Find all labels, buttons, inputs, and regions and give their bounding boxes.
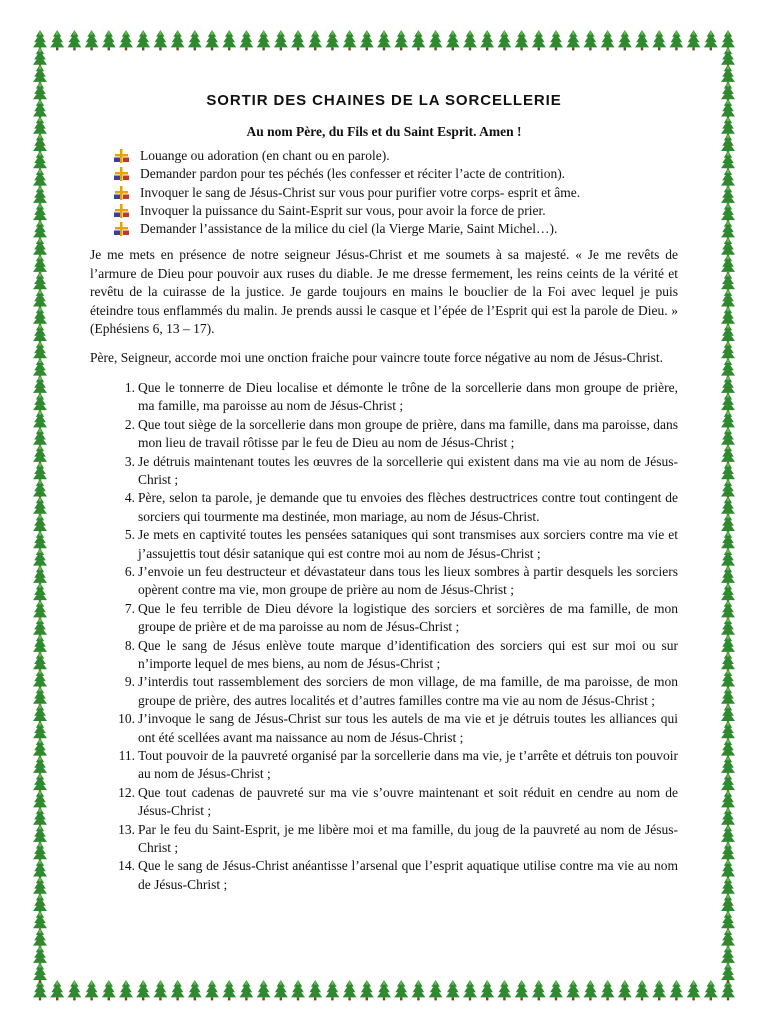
christmas-tree-icon [171, 980, 185, 1000]
prayer-number: 1. [124, 379, 135, 395]
christmas-tree-icon [463, 980, 477, 1000]
prayer-number: 3. [124, 453, 135, 469]
christmas-tree-icon [549, 980, 563, 1000]
christmas-tree-icon [205, 30, 219, 50]
prayer-text: Que tout siège de la sorcellerie dans mon groupe de prière, dans ma famille, dans ma paroisse, dans mon lieu de travail rôtisse par le feu de Dieu au nom de Jésus-Christ ; [138, 416, 678, 451]
candle-cross-icon [113, 222, 130, 236]
christmas-tree-icon [704, 30, 718, 50]
armor-of-god-paragraph: Je me mets en présence de notre seigneur Jésus-Christ et me soumets à sa majesté. « Je me revêts de l’armure de Dieu pour pouvoir aux ruses du diable. Je me dresse fermement, les reins ceints de la vérité et revêtu de la cuirasse de la justice. Je garde toujours en mains le bouclier de la Foi avec lequel je puis éteindre tous enflammés du malin. Je prends aussi le casque et l’épée de l’Esprit qui est la parole de Dieu. » (Ephésiens 6, 13 – 17). [90, 247, 678, 337]
christmas-tree-icon [549, 30, 563, 50]
prayer-text: Je détruis maintenant toutes les œuvres de la sorcellerie qui existent dans ma vie au nom de Jésus-Christ ; [138, 453, 678, 487]
christmas-tree-icon [687, 30, 701, 50]
christmas-tree-icon [463, 30, 477, 50]
christmas-tree-icon [171, 30, 185, 50]
prayer-number: 9. [124, 674, 135, 690]
prayer-text: J’envoie un feu destructeur et dévastateur dans tous les lieux sombres à partir desquels les sorciers opèrent contre ma vie, mon groupe de prière au nom de Jésus-Christ ; [138, 563, 678, 598]
christmas-tree-icon [532, 980, 546, 1000]
christmas-tree-icon [67, 980, 81, 1000]
prayer-item [90, 453, 678, 490]
christmas-tree-icon [618, 30, 632, 50]
prayer-number: 2. [124, 416, 135, 432]
prayer-number: 8. [124, 637, 135, 653]
christmas-tree-icon [136, 30, 150, 50]
christmas-tree-icon [601, 980, 615, 1000]
christmas-tree-icon [377, 980, 391, 1000]
prayer-list [90, 379, 678, 894]
christmas-tree-icon [669, 980, 683, 1000]
prayer-text: J’interdis tout rassemblement des sorciers de mon village, de ma famille, de ma paroisse, de mon groupe de prière, des autres localités et d’autres familles contre ma vie au nom de Jésus-Christ ; [138, 674, 678, 708]
prayer-text: Père, selon ta parole, je demande que tu envoies des flèches destructrices contre tout contingent de sorciers qui tourmente ma destinée, mon mariage, au nom de Jésus-Christ. [138, 490, 678, 524]
prayer-item [90, 673, 678, 710]
christmas-tree-icon [153, 980, 167, 1000]
list-item: Demander pardon pour tes péchés (les confesser et réciter l’acte de contrition). [113, 165, 678, 183]
christmas-tree-icon [102, 980, 116, 1000]
anointing-paragraph: Père, Seigneur, accorde moi une onction fraiche pour vaincre toute force négative au nom de Jésus-Christ. [90, 349, 664, 365]
christmas-tree-icon [308, 30, 322, 50]
christmas-tree-icon [136, 980, 150, 1000]
christmas-tree-icon [222, 30, 236, 50]
christmas-tree-icon [635, 30, 649, 50]
prayer-number: 10. [118, 711, 135, 727]
christmas-tree-icon [50, 980, 64, 1000]
prayer-item [90, 747, 678, 784]
christmas-tree-icon [480, 30, 494, 50]
christmas-tree-icon [274, 30, 288, 50]
prayer-text: Je mets en captivité toutes les pensées sataniques qui sont transmises aux sorciers contre ma vie et j’assujettis tout désir satanique qui est contre moi au nom de Jésus-Christ ; [138, 527, 678, 561]
christmas-tree-icon [480, 980, 494, 1000]
christmas-tree-icon [325, 980, 339, 1000]
christmas-tree-icon [153, 30, 167, 50]
christmas-tree-icon [618, 980, 632, 1000]
christmas-tree-icon [515, 980, 529, 1000]
prayer-item [90, 416, 678, 453]
christmas-tree-icon [583, 30, 597, 50]
christmas-tree-icon [394, 980, 408, 1000]
prayer-number: 14. [118, 858, 135, 874]
invocation-subtitle: Au nom Père, du Fils et du Saint Esprit. Amen ! [246, 124, 522, 139]
christmas-tree-icon [669, 30, 683, 50]
christmas-tree-icon [377, 30, 391, 50]
christmas-tree-icon [257, 980, 271, 1000]
christmas-tree-icon [33, 963, 47, 983]
prayer-number: 7. [124, 600, 135, 616]
prayer-item [90, 489, 678, 526]
christmas-tree-icon [343, 30, 357, 50]
christmas-tree-icon [360, 980, 374, 1000]
candle-cross-icon [113, 186, 130, 200]
christmas-tree-icon [188, 30, 202, 50]
prayer-number: 4. [124, 490, 135, 506]
christmas-tree-icon [291, 980, 305, 1000]
prayer-item [90, 710, 678, 747]
prayer-number: 12. [118, 784, 135, 800]
prayer-text: Que tout cadenas de pauvreté sur ma vie s’ouvre maintenant et soit réduit en cendre au nom de Jésus-Christ ; [138, 784, 678, 819]
christmas-tree-icon [239, 980, 253, 1000]
prayer-text: Tout pouvoir de la pauvreté organisé par la sorcellerie dans ma vie, je t’arrête et détruis ton pouvoir au nom de Jésus-Christ ; [138, 748, 678, 782]
christmas-tree-icon [274, 980, 288, 1000]
christmas-tree-icon [119, 980, 133, 1000]
prayer-text: Que le sang de Jésus-Christ anéantisse l’arsenal que l’esprit aquatique utilise contre ma vie au nom de Jésus-Christ ; [138, 858, 678, 892]
christmas-tree-icon [411, 30, 425, 50]
page-title: SORTIR DES CHAINES DE LA SORCELLERIE [206, 92, 562, 109]
candle-cross-icon [113, 149, 130, 163]
christmas-tree-icon [222, 980, 236, 1000]
prayer-item [90, 526, 678, 563]
list-item: Invoquer le sang de Jésus-Christ sur vous pour purifier votre corps- esprit et âme. [113, 184, 678, 202]
christmas-tree-icon [497, 980, 511, 1000]
prayer-text: Que le sang de Jésus enlève toute marque d’identification des sorciers qui est sur moi ou sur n’importe lequel de mes biens, au nom de Jésus-Christ ; [138, 637, 678, 672]
christmas-tree-icon [497, 30, 511, 50]
christmas-tree-icon [343, 980, 357, 1000]
christmas-tree-icon [85, 980, 99, 1000]
christmas-tree-icon [601, 30, 615, 50]
prayer-item [90, 563, 678, 600]
preparation-list [90, 147, 678, 238]
prayer-number: 6. [124, 563, 135, 579]
christmas-tree-icon [446, 30, 460, 50]
christmas-tree-icon [325, 30, 339, 50]
christmas-tree-icon [635, 980, 649, 1000]
christmas-tree-icon [308, 980, 322, 1000]
prayer-text: J’invoque le sang de Jésus-Christ sur tous les autels de ma vie et je détruis toutes les alliances qui ont été scellées avant ma naissance au nom de Jésus-Christ ; [138, 711, 678, 745]
christmas-tree-icon [704, 980, 718, 1000]
prayer-number: 13. [118, 821, 135, 837]
christmas-tree-icon [429, 980, 443, 1000]
prayer-number: 11. [118, 748, 135, 764]
prayer-item [90, 379, 678, 416]
christmas-tree-icon [411, 980, 425, 1000]
prayer-item [90, 784, 678, 821]
christmas-tree-icon [515, 30, 529, 50]
christmas-tree-icon [85, 30, 99, 50]
list-item: Demander l’assistance de la milice du ciel (la Vierge Marie, Saint Michel…). [113, 220, 678, 238]
christmas-tree-icon [566, 30, 580, 50]
prayer-number: 5. [124, 527, 135, 543]
christmas-tree-icon [291, 30, 305, 50]
christmas-tree-icon [50, 30, 64, 50]
christmas-tree-icon [721, 963, 735, 983]
prayer-text: Que le feu terrible de Dieu dévore la logistique des sorciers et sorcières de ma famille, de mon groupe de prière et de ma paroisse au nom de Jésus-Christ ; [138, 600, 678, 635]
candle-cross-icon [113, 204, 130, 218]
prayer-text: Que le tonnerre de Dieu localise et démonte le trône de la sorcellerie dans mon groupe de prière, ma famille, ma paroisse au nom de Jésus-Christ ; [138, 379, 678, 414]
christmas-tree-icon [67, 30, 81, 50]
christmas-tree-icon [205, 980, 219, 1000]
prayer-text: Par le feu du Saint-Esprit, je me libère moi et ma famille, du joug de la pauvreté au nom de Jésus-Christ ; [138, 821, 678, 856]
christmas-tree-icon [532, 30, 546, 50]
prayer-item [90, 637, 678, 674]
list-item: Louange ou adoration (en chant ou en parole). [113, 147, 678, 165]
christmas-tree-icon [188, 980, 202, 1000]
christmas-tree-icon [394, 30, 408, 50]
prayer-item [90, 600, 678, 637]
christmas-tree-icon [652, 30, 666, 50]
christmas-tree-icon [119, 30, 133, 50]
christmas-tree-icon [687, 980, 701, 1000]
candle-cross-icon [113, 167, 130, 181]
christmas-tree-icon [239, 30, 253, 50]
christmas-tree-icon [446, 980, 460, 1000]
christmas-tree-icon [360, 30, 374, 50]
prayer-item [90, 857, 678, 894]
christmas-tree-icon [102, 30, 116, 50]
prayer-item [90, 821, 678, 858]
list-item: Invoquer la puissance du Saint-Esprit sur vous, pour avoir la force de prier. [113, 202, 678, 220]
christmas-tree-icon [257, 30, 271, 50]
christmas-tree-icon [566, 980, 580, 1000]
christmas-tree-icon [652, 980, 666, 1000]
christmas-tree-icon [429, 30, 443, 50]
document-page [90, 92, 678, 894]
christmas-tree-icon [583, 980, 597, 1000]
